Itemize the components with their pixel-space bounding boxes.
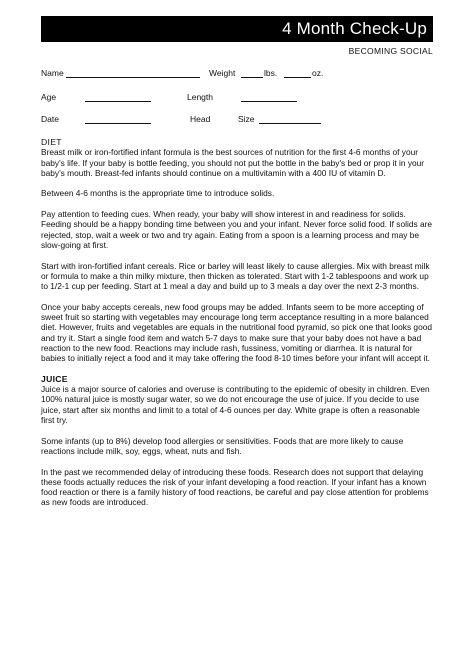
diet-paragraph-1: Breast milk or iron-fortified infant formula is the best sources of nutrition for the first 4-6 months of your baby's life. If your baby is bottle feeding, you should not put the bottle in the baby's bed or prop it in your baby's mouth. Breast-fed infants should continue on a multivitamin with a 400 IU of vitamin D. <box>41 147 425 178</box>
name-field[interactable] <box>66 68 200 78</box>
title-banner <box>41 16 433 42</box>
length-label: Length <box>187 92 213 102</box>
name-label: Name <box>41 68 64 78</box>
weight-label: Weight <box>209 68 236 78</box>
page-subtitle: BECOMING SOCIAL <box>348 46 433 56</box>
diet-paragraph-3: Pay attention to feeding cues. When ready, your baby will show interest in and readiness for solids. Feeding should be a happy bonding time between you and your infant. Never force solid food. If solids are rejected, stop, wait a week or two and try again. Eating from a spoon is a learning process and may be slow-going at first. <box>41 209 433 250</box>
age-field[interactable] <box>85 92 151 102</box>
head-size-field[interactable] <box>259 114 321 124</box>
length-field[interactable] <box>241 92 297 102</box>
date-label: Date <box>41 114 59 124</box>
form-row-age-length <box>41 92 434 103</box>
diet-paragraph-4: Start with iron-fortified infant cereals. Rice or barley will least likely to cause allergies. Mix with breast milk or formula to make a thin milky mixture, then thicken as tolerated. Start with 1-2 tablespoons and work up to 1/2-1 cup per feeding. Start at 1 meal a day and build up to 3 meals a day over the next 2-3 months. <box>41 260 430 292</box>
weight-lbs-field[interactable] <box>241 68 263 78</box>
age-label: Age <box>41 92 57 102</box>
lbs-label: lbs. <box>264 68 278 78</box>
document-body <box>41 137 434 508</box>
page-title: 4 Month Check-Up <box>282 19 427 38</box>
juice-paragraph-3: In the past we recommended delay of introducing these foods. Research does not support that delaying these foods actually reduces the risk of your infant developing a food reaction. If your infant has a known food reaction or there is a family history of food reactions, be careful and pay close attention for problems as new foods are introduced. <box>41 466 429 508</box>
date-field[interactable] <box>85 114 151 124</box>
diet-paragraph-5: Once your baby accepts cereals, new food groups may be added. Infants seem to be more accepting of sweet fruit so starting with vegetables may encourage long term acceptance resulting in a more balanced diet. However, fruits and vegetables are equals in the nutritional food pyramid, so pick one that looks good and try it. Start a single food item and watch 5-7 days to make sure that your baby does not have a bad reaction to the new food. Reactions may include rash, fussiness, vomiting or diarrhea. It is natural for babies to initially reject a food and it may take offering the food 8-10 times before your infant will accept it. <box>41 301 432 364</box>
diet-heading: DIET <box>41 137 62 147</box>
head-label: Head <box>190 114 211 124</box>
diet-paragraph-2: Between 4-6 months is the appropriate time to introduce solids. <box>41 188 275 199</box>
juice-paragraph-2: Some infants (up to 8%) develop food allergies or sensitivities. Foods that are more likely to cause reactions include milk, soy, eggs, wheat, nuts and fish. <box>41 435 404 456</box>
juice-paragraph-1: Juice is a major source of calories and overuse is contributing to the epidemic of obesity in children. Even 100% natural juice is mostly sugar water, so we do not encourage the use of juice. If you decide to use juice, start after six months and limit to a total of 4-6 ounces per day. White grape is often a reasonable first try. <box>41 384 430 426</box>
weight-oz-field[interactable] <box>284 68 311 78</box>
juice-heading: JUICE <box>41 373 68 384</box>
oz-label: oz. <box>312 68 324 78</box>
size-label: Size <box>238 114 255 124</box>
form-row-name-weight <box>41 68 434 79</box>
form-row-date-head <box>41 114 434 125</box>
